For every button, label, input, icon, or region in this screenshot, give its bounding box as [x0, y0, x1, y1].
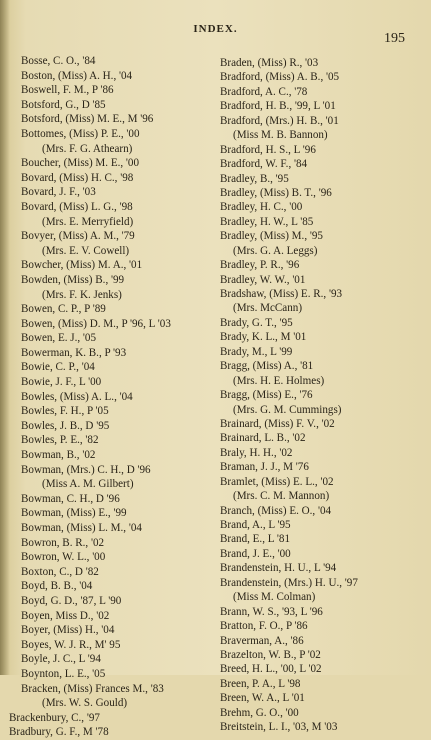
index-entry: Bradford, A. C., '78 — [220, 85, 308, 98]
index-entry: Breen, W. A., L '01 — [220, 692, 305, 705]
index-entry: Boxton, C., D '82 — [21, 565, 99, 578]
index-entry: Bowron, B. R., '02 — [21, 536, 105, 549]
index-entry: Boucher, (Miss) M. E., '00 — [21, 157, 140, 170]
index-entry: Breen, P. A., L '98 — [220, 677, 301, 690]
index-entry: Bowles, J. B., D '95 — [21, 419, 110, 432]
index-entry: Brady, K. L., M '01 — [220, 331, 307, 344]
index-entry: Brainard, (Miss) F. V., '02 — [220, 417, 335, 430]
index-entry: Bowman, (Mrs.) C. H., D '96 — [21, 463, 151, 476]
index-entry: Bradley, (Miss) B. T., '96 — [220, 186, 332, 199]
index-entry: Brady, G. T., '95 — [220, 316, 293, 329]
index-entry: Bradley, H. W., L '85 — [220, 215, 314, 228]
index-entry: Bowen, E. J., '05 — [21, 332, 97, 345]
index-entry: Boswell, F. M., P '86 — [21, 84, 114, 97]
index-entry-alias: (Mrs. G. A. Leggs) — [233, 244, 318, 257]
index-entry-alias: (Mrs. E. Merryfield) — [42, 215, 134, 228]
index-entry: Bowles, P. E., '82 — [21, 434, 99, 447]
index-entry: Bradshaw, (Miss) E. R., '93 — [220, 288, 343, 300]
index-entry: Bovard, (Miss) H. C., '98 — [21, 171, 134, 184]
index-entry: Brandenstein, (Mrs.) H. U., '97 — [220, 576, 358, 589]
index-entry: Brand, A., L '95 — [220, 519, 291, 531]
index-entry: Bradley, W. W., '01 — [220, 273, 306, 286]
index-entry: Bradley, B., '95 — [220, 172, 289, 185]
index-entry: Boyen, Miss D., '02 — [21, 609, 110, 622]
index-entry: Botsford, (Miss) M. E., M '96 — [21, 113, 154, 126]
index-entry: Bowles, (Miss) A. L., '04 — [21, 390, 133, 403]
index-entry: Brehm, G. O., '00 — [220, 706, 299, 719]
index-entry: Bracken, (Miss) Frances M., '83 — [21, 682, 164, 695]
index-entry: Braverman, A., '86 — [220, 634, 304, 647]
index-entry: Bovard, J. F., '03 — [21, 186, 96, 199]
index-entry: Bradbury, G. F., M '78 — [9, 726, 109, 739]
index-entry: Brackenbury, C., '97 — [9, 711, 100, 724]
index-entry: Bowman, C. H., D '96 — [21, 492, 120, 505]
index-entry: Bradford, (Miss) A. B., '05 — [220, 71, 340, 84]
index-entry: Braden, (Miss) R., '03 — [220, 57, 319, 69]
index-entry: Bradford, W. F., '84 — [220, 158, 308, 171]
index-entry-alias: (Mrs. E. V. Cowell) — [42, 244, 130, 257]
index-entry: Boyer, (Miss) H., '04 — [21, 624, 115, 637]
index-entry: Bowman, (Miss) L. M., '04 — [21, 522, 142, 534]
index-entry: Bovyer, (Miss) A. M., '79 — [21, 230, 135, 243]
index-entry: Boyd, B. B., '04 — [21, 580, 93, 593]
index-entry: Brainard, L. B., '02 — [220, 432, 306, 445]
page-header-title: INDEX. — [193, 23, 238, 35]
index-entry: Bradford, H. B., '99, L '01 — [220, 100, 336, 113]
index-entry: Boynton, L. E., '05 — [21, 667, 106, 680]
index-entry-alias: (Miss M. B. Bannon) — [233, 129, 328, 142]
index-entry: Bragg, (Miss) A., '81 — [220, 360, 314, 373]
index-entry-alias: (Miss A. M. Gilbert) — [42, 478, 134, 491]
index-entry: Bowcher, (Miss) M. A., '01 — [21, 259, 143, 272]
page-number: 195 — [384, 31, 405, 46]
index-entry-alias: (Mrs. H. E. Holmes) — [233, 374, 325, 387]
index-entry: Braman, J. J., M '76 — [220, 461, 309, 474]
index-entry: Bradley, (Miss) M., '95 — [220, 230, 323, 243]
index-column-left — [9, 54, 209, 740]
index-entry: Boyle, J. C., L '94 — [21, 653, 101, 666]
index-entry: Bowles, F. H., P '05 — [21, 405, 109, 418]
index-entry: Brand, E., L '81 — [220, 533, 290, 546]
index-entry: Bowden, (Miss) B., '99 — [21, 273, 125, 286]
index-entry: Bowie, J. F., L '00 — [21, 376, 102, 389]
index-entry: Branch, (Miss) E. O., '04 — [220, 504, 332, 517]
index-entry: Bramlet, (Miss) E. L., '02 — [220, 475, 334, 488]
index-entry-alias: (Mrs. W. S. Gould) — [42, 697, 128, 710]
index-entry: Braly, H. H., '02 — [220, 446, 293, 459]
index-entry-alias: (Mrs. F. K. Jenks) — [42, 288, 122, 301]
index-entry-alias: (Mrs. McCann) — [233, 302, 303, 315]
index-entry: Brann, W. S., '93, L '96 — [220, 605, 323, 618]
index-entry: Boyd, G. D., '87, L '90 — [21, 594, 122, 607]
index-entry: Brand, J. E., '00 — [220, 547, 291, 560]
index-entry: Bowerman, K. B., P '93 — [21, 346, 127, 359]
index-entry: Bowron, W. L., '00 — [21, 551, 106, 564]
index-entry: Bosse, C. O., '84 — [21, 55, 96, 67]
index-entry: Boston, (Miss) A. H., '04 — [21, 69, 133, 82]
index-entry: Bowman, B., '02 — [21, 449, 96, 462]
index-entry: Bowie, C. P., '04 — [21, 361, 95, 374]
index-entry: Bowen, (Miss) D. M., P '96, L '03 — [21, 317, 171, 330]
index-entry: Bragg, (Miss) E., '76 — [220, 389, 313, 402]
index-entry: Bottomes, (Miss) P. E., '00 — [21, 127, 140, 140]
index-entry: Boyes, W. J. R., M' 95 — [21, 638, 121, 651]
index-column-right — [210, 56, 410, 735]
index-entry-alias: (Mrs. F. G. Athearn) — [42, 142, 133, 155]
index-entry: Bradford, (Mrs.) H. B., '01 — [220, 114, 339, 127]
index-entry: Brady, M., L '99 — [220, 345, 293, 358]
index-entry: Breitstein, L. I., '03, M '03 — [220, 721, 338, 734]
index-entry: Bradford, H. S., L '96 — [220, 143, 316, 156]
index-entry-alias: (Mrs. C. M. Mannon) — [233, 490, 330, 503]
index-entry-alias: (Mrs. G. M. Cummings) — [233, 403, 342, 416]
index-entry: Breed, H. L., '00, L '02 — [220, 663, 322, 676]
index-entry: Bowman, (Miss) E., '99 — [21, 507, 127, 520]
index-entry-alias: (Miss M. Colman) — [233, 591, 316, 604]
index-entry: Brandenstein, H. U., L '94 — [220, 562, 337, 575]
index-entry: Bowen, C. P., P '89 — [21, 303, 106, 316]
index-entry: Bradley, P. R., '96 — [220, 259, 300, 272]
index-entry: Botsford, G., D '85 — [21, 98, 106, 111]
index-entry: Brazelton, W. B., P '02 — [220, 648, 321, 661]
index-entry: Bradley, H. C., '00 — [220, 201, 303, 214]
index-entry: Bovard, (Miss) L. G., '98 — [21, 200, 133, 213]
index-entry: Bratton, F. O., P '86 — [220, 620, 308, 633]
